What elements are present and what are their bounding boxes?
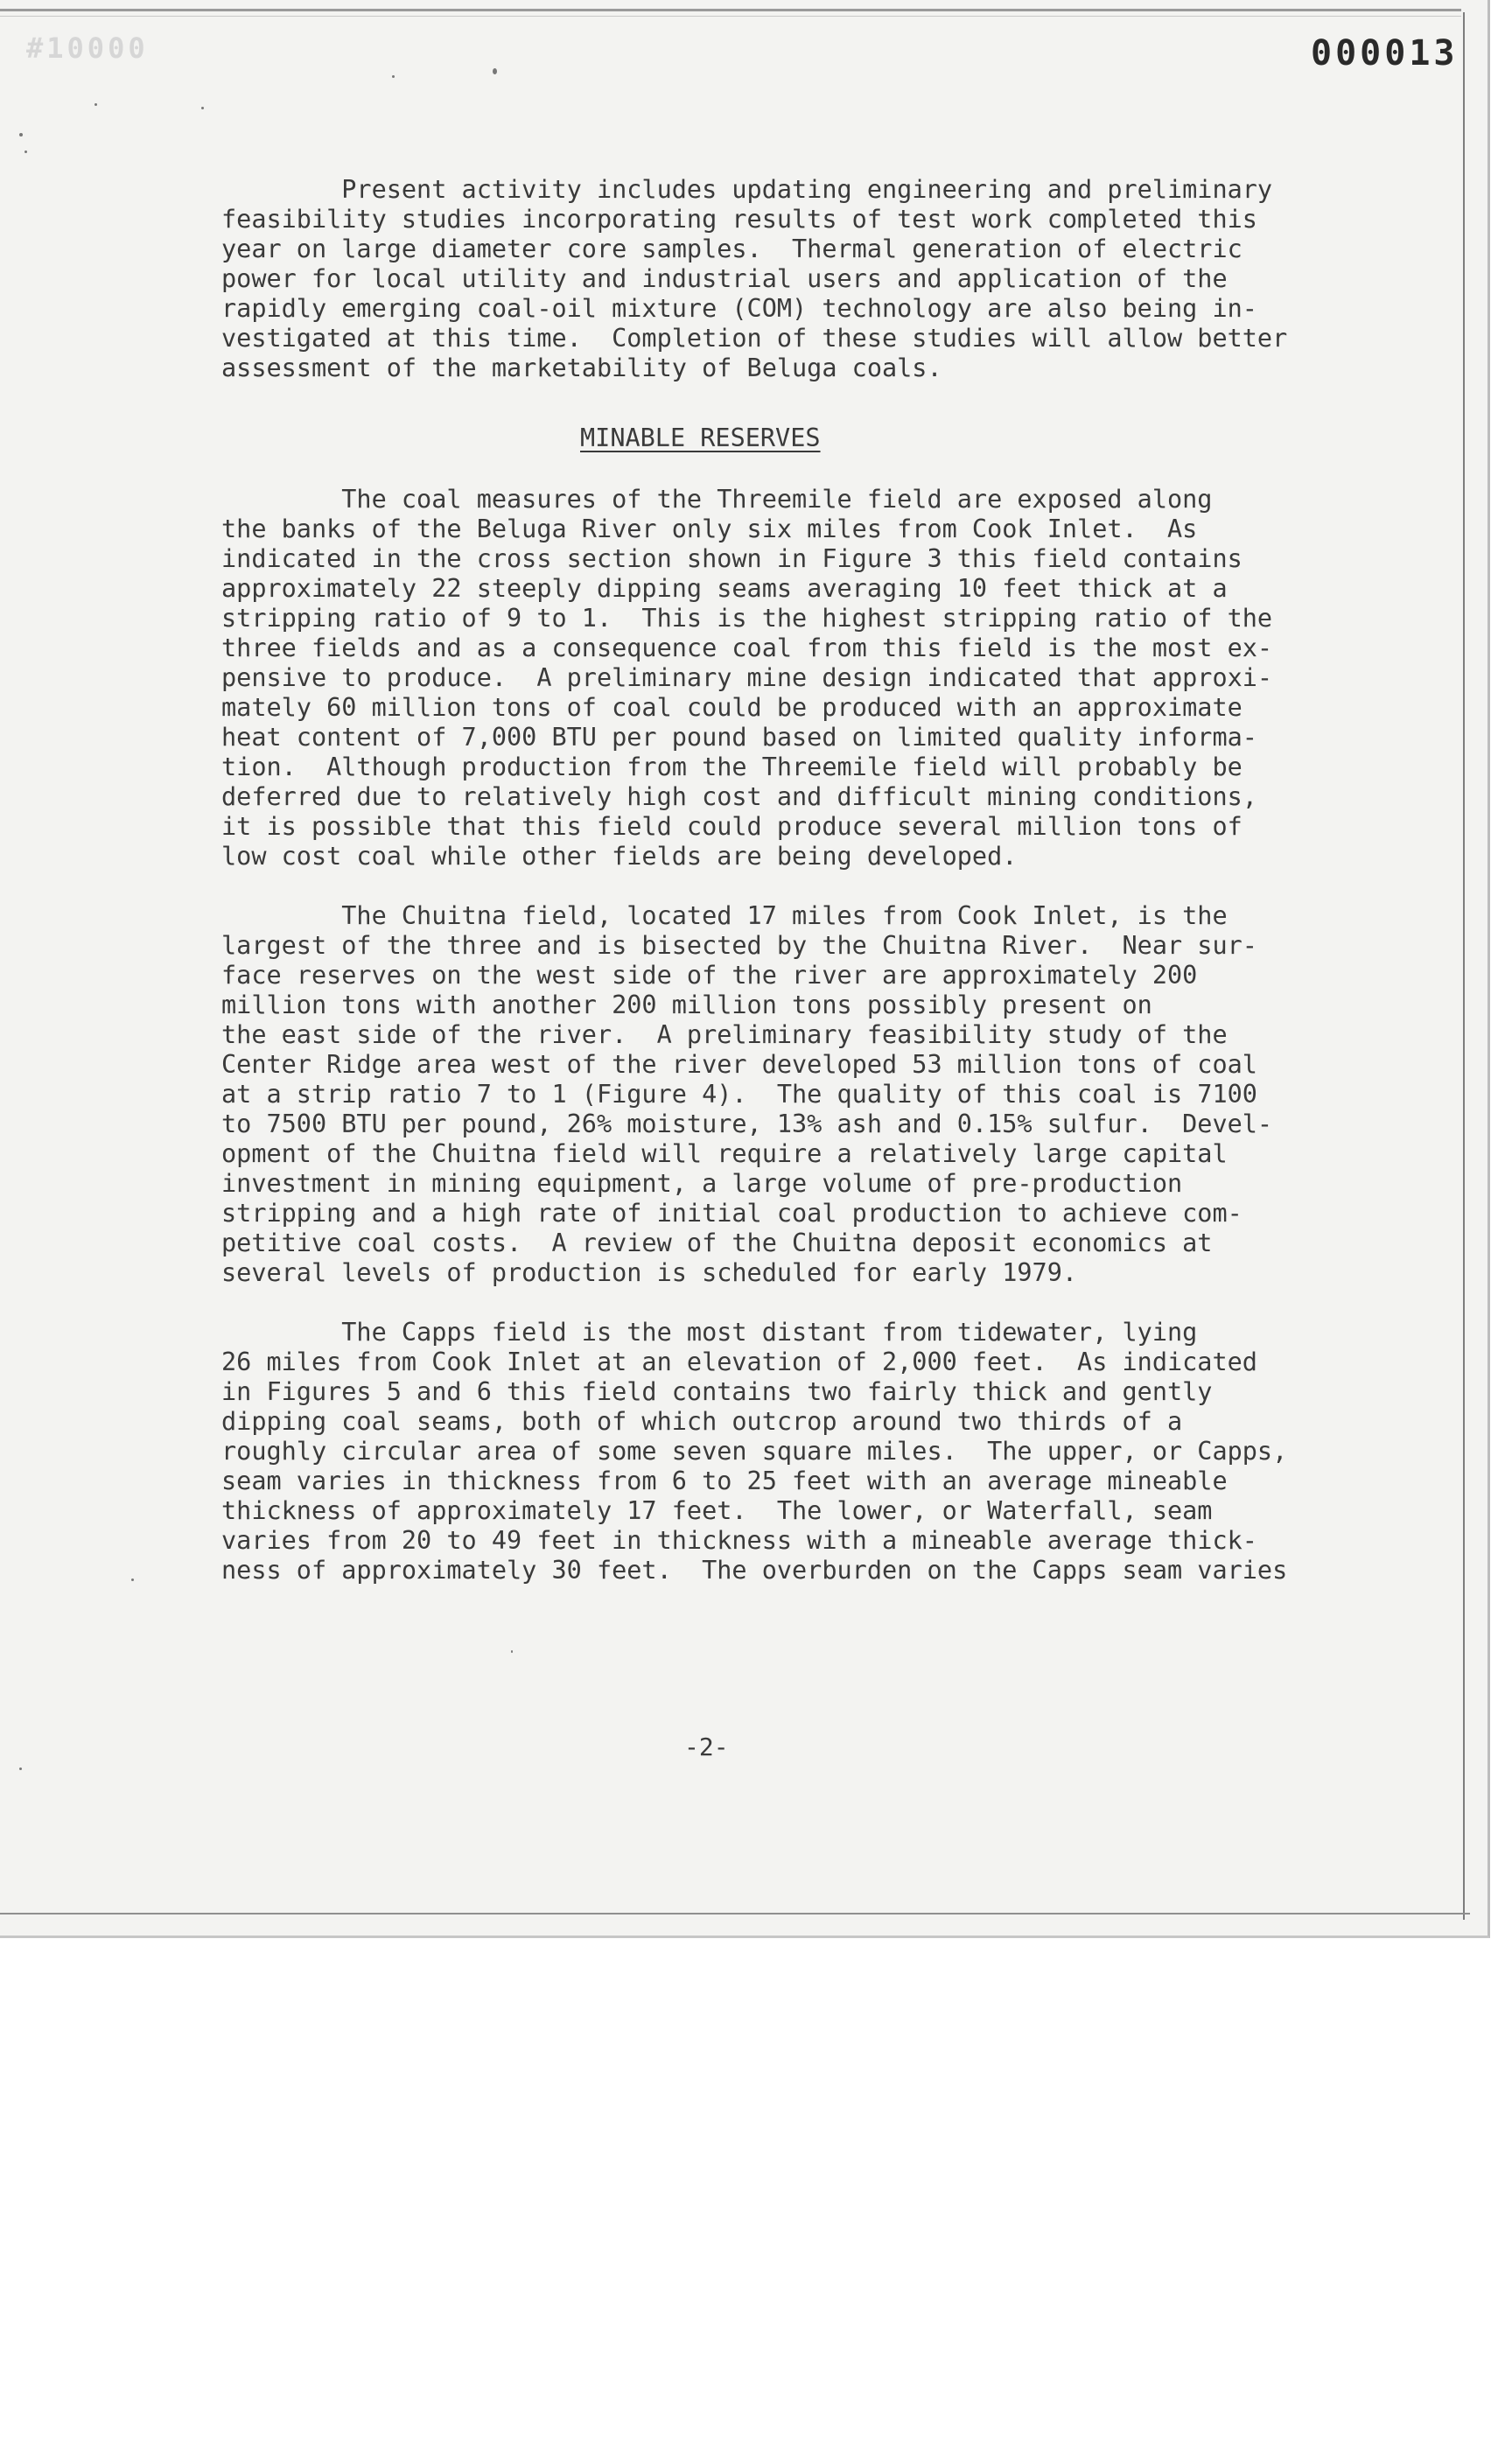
bottom-border-line xyxy=(0,1913,1470,1914)
faint-bleed-stamp: #10000 xyxy=(26,32,149,65)
right-border-line xyxy=(1463,12,1465,1920)
top-border-line-faint xyxy=(0,16,1461,17)
page-footer-number: -2- xyxy=(684,1732,729,1761)
scan-speck xyxy=(19,1768,22,1770)
intro-paragraph: Present activity includes updating engineering and preliminary feasibility studies incorporating results of test work completed this year on large diameter core samples. Thermal generation of electric power for local utility and industrial users and application of the rapidly emerging coal-oil mixture (COM) technology are also being in- vestigated at this time. Completion of these studies will allow better assessment of the marketability of Beluga coals. xyxy=(221,175,1288,382)
top-border-line xyxy=(0,9,1461,11)
scan-speck xyxy=(19,133,23,136)
scan-speck xyxy=(201,107,204,109)
scan-speck xyxy=(392,75,395,78)
scan-speck xyxy=(493,68,497,74)
threemile-field-paragraph: The coal measures of the Threemile field are exposed along the banks of the Beluga River only six miles from Cook Inlet. As indicated in the cross section shown in Figure 3 this field contains approximately 22 steeply dipping seams averaging 10 feet thick at a stripping ratio of 9 to 1. This is the highest stripping ratio of the three fields and as a consequence coal from this field is the most ex- pensive to produce. A preliminary mine design indicated that approxi- mately 60 million tons of coal could be produced with an approximate heat content of 7,000 BTU per pound based on limited quality informa- tion. Although production from the Threemile field will probably be deferred due to relatively high cost and difficult mining conditions, it is possible that this field could produce several million tons of low cost coal while other fields are being developed. xyxy=(221,485,1273,871)
document-body xyxy=(221,175,1311,1615)
scan-speck xyxy=(131,1578,134,1581)
document-stamp-number: 000013 xyxy=(1311,33,1459,74)
capps-field-paragraph: The Capps field is the most distant from tidewater, lying 26 miles from Cook Inlet at an elevation of 2,000 feet. As indicated in Figures 5 and 6 this field contains two fairly thick and gently dipping coal seams, both of which outcrop around two thirds of a roughly circular area of some seven square miles. The upper, or Capps, seam varies in thickness from 6 to 25 feet with an average mineable thickness of approximately 17 feet. The lower, or Waterfall, seam varies from 20 to 49 feet in thickness with a mineable average thick- ness of approximately 30 feet. The overburden on the Capps seam varies xyxy=(221,1318,1288,1585)
scan-speck xyxy=(94,103,97,106)
scan-speck xyxy=(511,1650,513,1653)
section-heading-minable-reserves: MINABLE RESERVES xyxy=(580,424,821,452)
scan-speck xyxy=(24,150,27,153)
chuitna-field-paragraph: The Chuitna field, located 17 miles from Cook Inlet, is the largest of the three and is bisected by the Chuitna River. Near sur- face reserves on the west side of the river are approximately 200 million tons with another 200 million tons possibly present on the east side of the river. A preliminary feasibility study of the Center Ridge area west of the river developed 53 million tons of coal at a strip ratio 7 to 1 (Figure 4). The quality of this coal is 7100 to 7500 BTU per pound, 26% moisture, 13% ash and 0.15% sulfur. Devel- opment of the Chuitna field will require a relatively large capital investment in mining equipment, a large volume of pre-production stripping and a high rate of initial coal production to achieve com- petitive coal costs. A review of the Chuitna deposit economics at several levels of production is scheduled for early 1979. xyxy=(221,901,1273,1287)
